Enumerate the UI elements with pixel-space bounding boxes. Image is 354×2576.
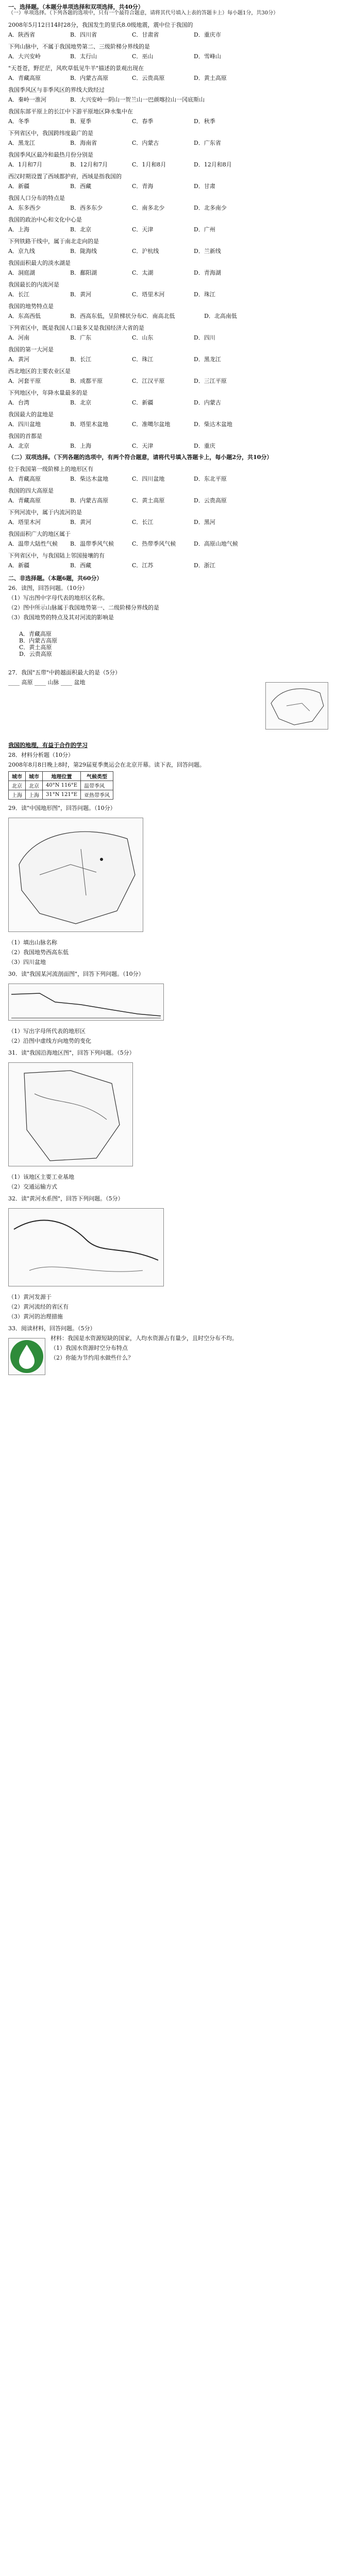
answer-option: D．高原山地气候 bbox=[194, 540, 238, 547]
table-header: 地理位置 bbox=[43, 772, 81, 781]
question-text: 我国最大的盆地是 bbox=[8, 411, 54, 418]
double-question bbox=[8, 487, 349, 504]
single-question bbox=[8, 281, 349, 298]
answer-option: D．12月和8月 bbox=[194, 161, 232, 168]
question-text: 我国东部平原上的长江中下游平原地区降水集中在 bbox=[8, 108, 133, 115]
answer-option: D．广东省 bbox=[194, 140, 221, 146]
answer-option: C．江苏 bbox=[132, 562, 154, 569]
double-question bbox=[8, 509, 349, 526]
question-27 bbox=[8, 669, 349, 735]
answer-option: C．长江 bbox=[132, 519, 154, 526]
question-31 bbox=[8, 1049, 349, 1190]
question-26-option-c: C．黄土高原 bbox=[19, 644, 52, 651]
answer-option: A．京九线 bbox=[8, 248, 35, 255]
coastal-region-map-figure bbox=[8, 1062, 133, 1166]
question-29 bbox=[8, 805, 349, 965]
answer-option: A．1月和7月 bbox=[8, 161, 42, 168]
question-text: 我国人口分布的特点是 bbox=[8, 195, 65, 201]
question-31-item-2: （2）交通运输方式 bbox=[8, 1183, 57, 1190]
answer-option: C．太湖 bbox=[132, 269, 154, 276]
answer-option: C．巫山 bbox=[132, 53, 154, 60]
answer-option: B．温带季风气候 bbox=[70, 540, 114, 547]
question-text: 西北地区的主要农业区是 bbox=[8, 368, 71, 375]
single-question bbox=[8, 216, 349, 233]
single-question bbox=[8, 151, 349, 168]
question-text: 下列铁路干线中，属于南北走向的是 bbox=[8, 238, 99, 245]
question-31-item-1: （1）该地区主要工业基地 bbox=[8, 1174, 74, 1180]
double-choice-list bbox=[8, 466, 349, 569]
question-27-title: 27．我国"五带"中跨越面积最大的是（5分） bbox=[8, 669, 121, 676]
question-29-title: 29．读"中国地形图"，回答问题。（10分） bbox=[8, 805, 116, 811]
question-33-material: 材料：我国是水资源短缺的国家，人均水资源占有量少，且时空分布不均。 bbox=[50, 1335, 238, 1342]
question-26 bbox=[8, 585, 349, 664]
answer-option: C．1月和8月 bbox=[132, 161, 166, 168]
question-28-title: 28．材料分析题（10分） bbox=[8, 752, 74, 758]
question-text: 我国的首都是 bbox=[8, 433, 42, 439]
china-terrain-map-figure bbox=[8, 818, 143, 932]
answer-option: B．西藏 bbox=[70, 183, 92, 190]
question-29-item-3: （3）四川盆地 bbox=[8, 959, 46, 965]
question-33-item-2: （2）你能为节约用水做些什么？ bbox=[50, 1354, 133, 1361]
question-30 bbox=[8, 971, 349, 1044]
answer-option: B．西多东少 bbox=[70, 205, 103, 211]
answer-option: C．沪杭线 bbox=[132, 248, 159, 255]
answer-option: B．西高东低，呈阶梯状分布 bbox=[70, 313, 143, 319]
answer-option: B．西藏 bbox=[70, 562, 92, 569]
question-text: 我国面积最大的淡水湖是 bbox=[8, 260, 71, 266]
table-cell: 温带季风 bbox=[81, 781, 113, 790]
question-text: 我国最长的内流河是 bbox=[8, 281, 59, 288]
single-choice-list bbox=[8, 22, 349, 449]
question-28-table bbox=[8, 771, 113, 800]
table-cell: 上海 bbox=[26, 790, 43, 800]
answer-option: C．珠江 bbox=[132, 356, 154, 363]
question-32-item-2: （2）黄河流经的省区有 bbox=[8, 1303, 69, 1310]
table-header: 城市 bbox=[9, 772, 26, 781]
question-text: 下列河流中，属于内流河的是 bbox=[8, 509, 82, 516]
question-30-item-2: （2）沿图中虚线方向地势的变化 bbox=[8, 1038, 91, 1044]
double-question bbox=[8, 552, 349, 569]
part2-instructions: （二）双项选择。（下列各题的选项中，有两个符合题意，请将代号填入答题卡上，每小题2分，共10分） bbox=[8, 454, 273, 461]
question-text: 西汉时期设置了西域都护府，西域是指我国的 bbox=[8, 173, 122, 180]
single-question bbox=[8, 368, 349, 384]
double-question bbox=[8, 531, 349, 547]
table-cell: 上海 bbox=[9, 790, 26, 800]
answer-option: D．北多南少 bbox=[194, 205, 227, 211]
question-26-item-2: （2）图中所示山脉属于我国地势第一、二级阶梯分界线的是 bbox=[8, 604, 159, 611]
question-text: 下列山脉中，不属于我国地势第二、三级阶梯分界线的是 bbox=[8, 43, 150, 50]
table-header: 城市 bbox=[26, 772, 43, 781]
answer-option: A．北京 bbox=[8, 443, 29, 449]
question-text: 下列省区中，我国跨纬度最广的是 bbox=[8, 130, 93, 137]
answer-option: A．河套平原 bbox=[8, 378, 41, 384]
answer-option: A．陕西省 bbox=[8, 31, 35, 38]
answer-option: B．成都平原 bbox=[70, 378, 103, 384]
answer-option: B．北京 bbox=[70, 226, 92, 233]
answer-option: C．天津 bbox=[132, 443, 154, 449]
question-27-blanks: ____ 高原 ____ 山脉 ____ 盆地 bbox=[8, 679, 86, 686]
single-question bbox=[8, 325, 349, 341]
answer-option: A．塔里木河 bbox=[8, 519, 41, 526]
answer-option: C．春季 bbox=[132, 118, 154, 125]
answer-option: B．柴达木盆地 bbox=[70, 476, 109, 482]
answer-option: A．冬季 bbox=[8, 118, 29, 125]
question-32-item-3: （3）黄河的治理措施 bbox=[8, 1313, 63, 1320]
double-question bbox=[8, 466, 349, 482]
single-question bbox=[8, 87, 349, 103]
answer-option: D．内蒙古 bbox=[194, 399, 221, 406]
answer-option: B．海南省 bbox=[70, 140, 97, 146]
question-32 bbox=[8, 1195, 349, 1320]
answer-option: A．青藏高原 bbox=[8, 497, 41, 504]
answer-option: D．浙江 bbox=[194, 562, 215, 569]
answer-option: D．三江平原 bbox=[194, 378, 227, 384]
answer-option: C．黄土高原 bbox=[132, 497, 165, 504]
answer-option: D．黑河 bbox=[194, 519, 215, 526]
question-33-title: 33．阅读材料，回答问题。（5分） bbox=[8, 1325, 96, 1332]
question-text: 我国的四大高原是 bbox=[8, 487, 54, 494]
answer-option: A．洞庭湖 bbox=[8, 269, 35, 276]
answer-option: B．黄河 bbox=[70, 519, 92, 526]
answer-option: B．上海 bbox=[70, 443, 92, 449]
question-33-item-1: （1）我国水资源时空分布特点 bbox=[50, 1345, 128, 1351]
answer-option: D．北高南低 bbox=[204, 313, 237, 319]
part1-instructions: （一）单项选择。（下列各题的选项中，只有一个最符合题意，请将其代号填入上表的答题卡上）每小题1分，共30分） bbox=[8, 10, 279, 16]
answer-option: A．秦岭一淮河 bbox=[8, 96, 46, 103]
answer-option: C．山东 bbox=[132, 334, 154, 341]
question-29-item-2: （2）我国地势西高东低 bbox=[8, 949, 69, 956]
answer-option: A．长江 bbox=[8, 291, 29, 298]
answer-option: C．云贵高原 bbox=[132, 75, 165, 81]
answer-option: D．兰新线 bbox=[194, 248, 221, 255]
answer-option: C．江汉平原 bbox=[132, 378, 165, 384]
question-text: 我国的政治中心和文化中心是 bbox=[8, 216, 82, 223]
answer-option: C．青海 bbox=[132, 183, 154, 190]
single-question bbox=[8, 65, 349, 81]
answer-option: D．甘肃 bbox=[194, 183, 215, 190]
question-text: 我国季风区最冷和最热月份分别是 bbox=[8, 151, 93, 158]
single-question bbox=[8, 260, 349, 276]
answer-option: C．南高北低 bbox=[142, 313, 175, 319]
answer-option: A．河南 bbox=[8, 334, 29, 341]
question-text: 我国的第一大河是 bbox=[8, 346, 54, 353]
answer-option: B．鄱阳湖 bbox=[70, 269, 97, 276]
answer-option: C．热带季风气候 bbox=[132, 540, 176, 547]
single-question bbox=[8, 389, 349, 406]
single-question bbox=[8, 411, 349, 428]
question-33 bbox=[8, 1325, 349, 1380]
question-28-intro: 2008年8月8日晚上8时，第29届夏季奥运会在北京开幕。读下表，回答问题。 bbox=[8, 761, 205, 768]
answer-option: D．重庆 bbox=[194, 443, 215, 449]
answer-option: B．大兴安岭一阴山一贺兰山一巴颜喀拉山一冈底斯山 bbox=[70, 96, 205, 103]
single-question bbox=[8, 173, 349, 190]
answer-option: D．秋季 bbox=[194, 118, 215, 125]
table-cell: 亚热带季风 bbox=[81, 790, 113, 800]
answer-option: B．陇海线 bbox=[70, 248, 97, 255]
question-text: 2008年5月12日14时28分，我国发生的里氏8.0级地震，震中位于我国的 bbox=[8, 22, 193, 28]
question-26-title: 26．读图，回答问题。（10分） bbox=[8, 585, 88, 591]
question-26-item-1: （1）写出图中字母代表的地形区名称。 bbox=[8, 595, 108, 601]
answer-option: C．甘肃省 bbox=[132, 31, 159, 38]
answer-option: A．温带大陆性气候 bbox=[8, 540, 58, 547]
answer-option: C．塔里木河 bbox=[132, 291, 165, 298]
answer-option: A．四川盆地 bbox=[8, 421, 41, 428]
single-question bbox=[8, 22, 349, 38]
answer-option: C．准噶尔盆地 bbox=[132, 421, 171, 428]
answer-option: B．北京 bbox=[70, 399, 92, 406]
answer-option: A．上海 bbox=[8, 226, 29, 233]
table-cell: 40°N 116°E bbox=[43, 781, 81, 790]
answer-option: B．塔里木盆地 bbox=[70, 421, 109, 428]
answer-option: B．长江 bbox=[70, 356, 92, 363]
table-cell: 北京 bbox=[26, 781, 43, 790]
question-26-option-b: B．内蒙古高原 bbox=[19, 637, 58, 644]
section-title: 我国的地理，有益于合作的学习 bbox=[8, 742, 88, 749]
answer-option: D．黄土高原 bbox=[194, 75, 227, 81]
answer-option: C．四川盆地 bbox=[132, 476, 165, 482]
table-header: 气候类型 bbox=[81, 772, 113, 781]
answer-option: B．黄河 bbox=[70, 291, 92, 298]
question-text: 下列省区中，与我国陆上邻国接壤的有 bbox=[8, 552, 105, 559]
answer-option: C．天津 bbox=[132, 226, 154, 233]
answer-option: D．云贵高原 bbox=[194, 497, 227, 504]
question-29-item-1: （1）填出山脉名称 bbox=[8, 939, 57, 946]
answer-option: A．青藏高原 bbox=[8, 75, 41, 81]
question-26-item-3: （3）我国地势的特点及其对河流的影响是 bbox=[8, 614, 114, 621]
answer-option: D．广州 bbox=[194, 226, 215, 233]
answer-option: D．重庆市 bbox=[194, 31, 221, 38]
question-26-option-a: A．青藏高原 bbox=[19, 631, 52, 637]
answer-option: A．青藏高原 bbox=[8, 476, 41, 482]
single-question bbox=[8, 303, 349, 319]
answer-option: B．四川省 bbox=[70, 31, 97, 38]
question-30-item-1: （1）写出字母所代表的地形区 bbox=[8, 1028, 86, 1035]
single-question bbox=[8, 43, 349, 60]
answer-option: B．广东 bbox=[70, 334, 92, 341]
answer-option: B．内蒙古高原 bbox=[70, 497, 109, 504]
question-28 bbox=[8, 752, 349, 800]
answer-option: C．南多北少 bbox=[132, 205, 165, 211]
answer-option: A．东高西低 bbox=[8, 313, 41, 319]
question-text: 我国面积广大的地区属于 bbox=[8, 531, 71, 537]
terrain-profile-figure bbox=[8, 984, 164, 1021]
single-question bbox=[8, 130, 349, 146]
single-question bbox=[8, 195, 349, 211]
question-text: 位于我国第一级阶梯上的地形区有 bbox=[8, 466, 93, 472]
answer-option: D．四川 bbox=[194, 334, 215, 341]
answer-option: C．内蒙古 bbox=[132, 140, 159, 146]
part3-heading: 二、非选择题。（本题6题，共60分） bbox=[8, 575, 103, 582]
answer-option: A．黄河 bbox=[8, 356, 29, 363]
answer-option: D．黑龙江 bbox=[194, 356, 221, 363]
single-question bbox=[8, 108, 349, 125]
question-30-title: 30．读"我国某河流剖面图"，回答下列问题。（10分） bbox=[8, 971, 144, 977]
question-text: 我国的地势特点是 bbox=[8, 303, 54, 310]
single-question bbox=[8, 346, 349, 363]
answer-option: A．东多西少 bbox=[8, 205, 41, 211]
question-32-title: 32．读"黄河水系图"，回答下列问题。（5分） bbox=[8, 1195, 124, 1202]
china-outline-figure bbox=[265, 682, 328, 730]
answer-option: A．新疆 bbox=[8, 183, 29, 190]
answer-option: D．青海湖 bbox=[194, 269, 221, 276]
single-question bbox=[8, 238, 349, 255]
part1-heading: 一、选择题。（本题分单项选择和双项选择，共40分） bbox=[8, 4, 144, 10]
answer-option: B．夏季 bbox=[70, 118, 92, 125]
question-32-item-1: （1）黄河发源于 bbox=[8, 1294, 52, 1300]
water-saving-logo bbox=[8, 1338, 45, 1375]
single-question bbox=[8, 433, 349, 449]
answer-option: B．12月和7月 bbox=[70, 161, 108, 168]
answer-option: D．东北平原 bbox=[194, 476, 227, 482]
answer-option: B．太行山 bbox=[70, 53, 97, 60]
answer-option: D．珠江 bbox=[194, 291, 215, 298]
answer-option: C．新疆 bbox=[132, 399, 154, 406]
answer-option: D．雪峰山 bbox=[194, 53, 221, 60]
table-cell: 31°N 121°E bbox=[43, 790, 81, 800]
question-text: 下列地区中，年降水量最多的是 bbox=[8, 389, 88, 396]
answer-option: A．大兴安岭 bbox=[8, 53, 41, 60]
answer-option: B．内蒙古高原 bbox=[70, 75, 109, 81]
question-31-title: 31．读"我国沿海地区图"，回答下列问题。（5分） bbox=[8, 1049, 135, 1056]
yellow-river-map-figure bbox=[8, 1208, 164, 1286]
answer-option: A．台湾 bbox=[8, 399, 29, 406]
table-cell: 北京 bbox=[9, 781, 26, 790]
question-26-option-d: D．云贵高原 bbox=[19, 651, 52, 657]
answer-option: A．新疆 bbox=[8, 562, 29, 569]
question-text: 下列省区中，既是我国人口最多又是我国经济大省的是 bbox=[8, 325, 144, 331]
question-text: 我国季风区与非季风区的界线大致经过 bbox=[8, 87, 105, 93]
answer-option: A．黑龙江 bbox=[8, 140, 35, 146]
answer-option: D．柴达木盆地 bbox=[194, 421, 232, 428]
question-text: "天苍苍，野茫茫，风吹草低见牛羊"描述的景观出现在 bbox=[8, 65, 144, 72]
